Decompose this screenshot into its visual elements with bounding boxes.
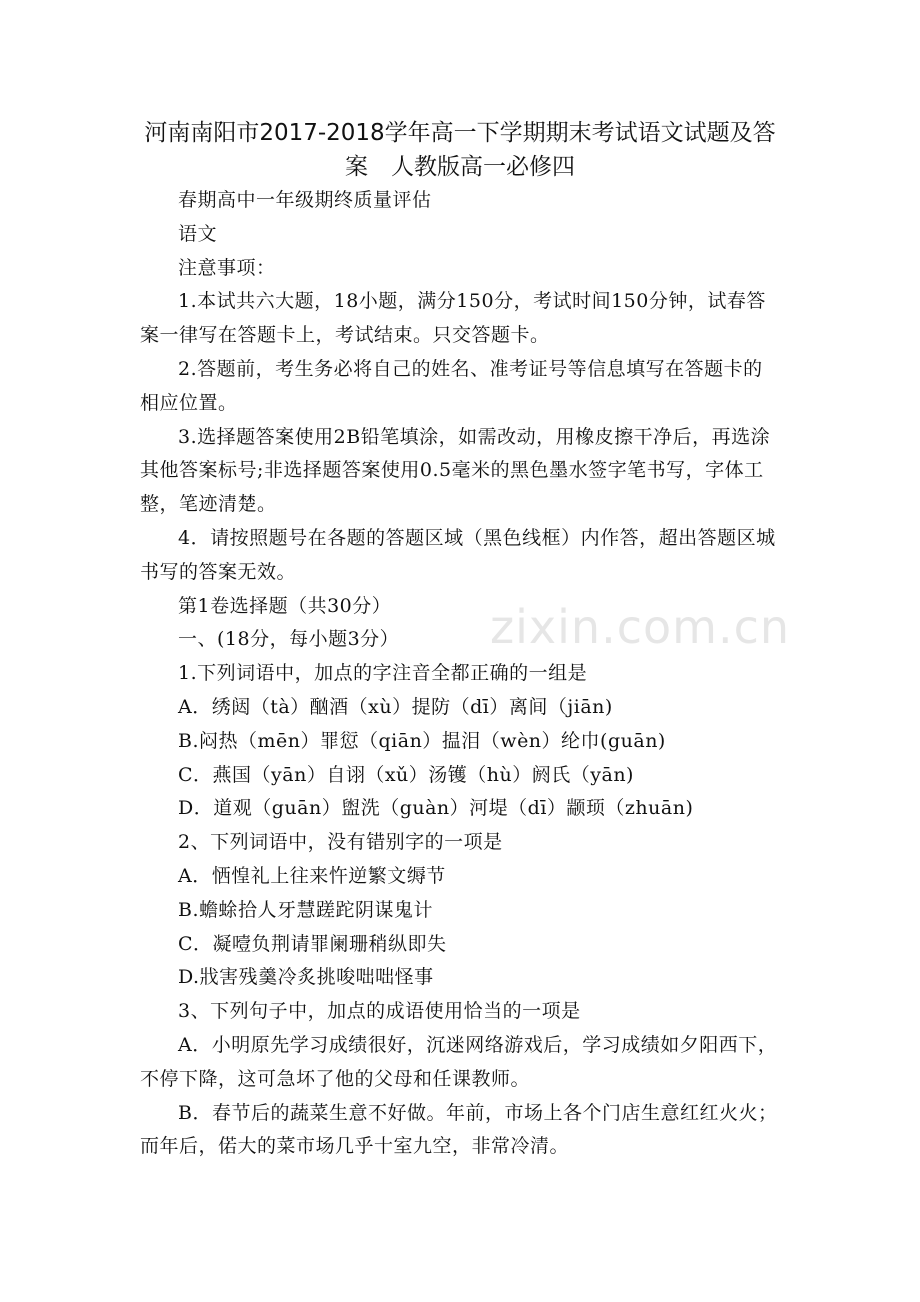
option: B.闷热（mēn）罪愆（qiān）揾泪（wèn）纶巾(guān) [178,729,666,752]
watermark: zixin.com.cn [490,600,791,654]
paragraph: 1.本试共六大题，18小题，满分150分，考试时间150分钟，试春答案一律写在答题卡上，考试结束。只交答题卡。 [140,290,766,347]
paragraph: 4．请按照题号在各题的答题区域（黑色线框）内作答，超出答题区城书写的答案无效。 [140,526,776,583]
document-body [140,184,780,1164]
title-line-2: 案 人教版高一必修四 [345,154,575,180]
question: 2、下列词语中，没有错别字的一项是 [178,831,503,854]
paragraph: 3.选择题答案使用2B铅笔填涂，如需改动，用橡皮擦干净后，再选涂其他答案标号;非选择题答案使用0.5毫米的黑色墨水签字笔书写，字体工整，笔迹清楚。 [140,425,771,516]
option: A．恓惶礼上往来忤逆繁文缛节 [178,864,446,887]
option: C．凝噎负荆请罪阑珊稍纵即失 [178,932,447,955]
option: D.戕害残羹冷炙挑唆咄咄怪事 [178,966,434,989]
option: B．春节后的蔬菜生意不好做。年前，市场上各个门店生意红红火火；而年后，偌大的菜市场几乎十室九空，非常冷清。 [140,1101,778,1158]
title-line-1: 河南南阳市2017-2018学年高一下学期期末考试语文试题及答 [144,120,776,146]
option: D．道观（guān）盥洗（guàn）河堤（dī）颛顼（zhuān) [178,797,694,820]
paragraph: 语文 [178,222,218,245]
question: 1.下列词语中，加点的字注音全都正确的一组是 [178,662,588,685]
option: B.蟾蜍拾人牙慧蹉跎阴谋鬼计 [178,898,434,921]
paragraph: 春期高中一年级期终质量评估 [178,189,432,211]
paragraph: 注意事项： [178,256,276,279]
section-heading: 一、(18分，每小题3分） [178,628,400,651]
question: 3、下列句子中，加点的成语使用恰当的一项是 [178,1000,581,1023]
option: A．绣闼（tà）酗酒（xù）提防（dī）离间（jiān) [178,695,613,718]
section-heading: 第1卷选择题（共30分） [178,594,392,617]
option: C．燕国（yān）自诩（xǔ）汤镬（hù）阏氏（yān) [178,763,634,786]
paragraph: 2.答题前，考生务必将自己的姓名、准考证号等信息填写在答题卡的相应位置。 [140,357,763,414]
option: A．小明原先学习成绩很好，沉迷网络游戏后，学习成绩如夕阳西下，不停下降，这可急坏了他的父母和任课教师。 [140,1033,778,1090]
document-title [140,116,780,184]
